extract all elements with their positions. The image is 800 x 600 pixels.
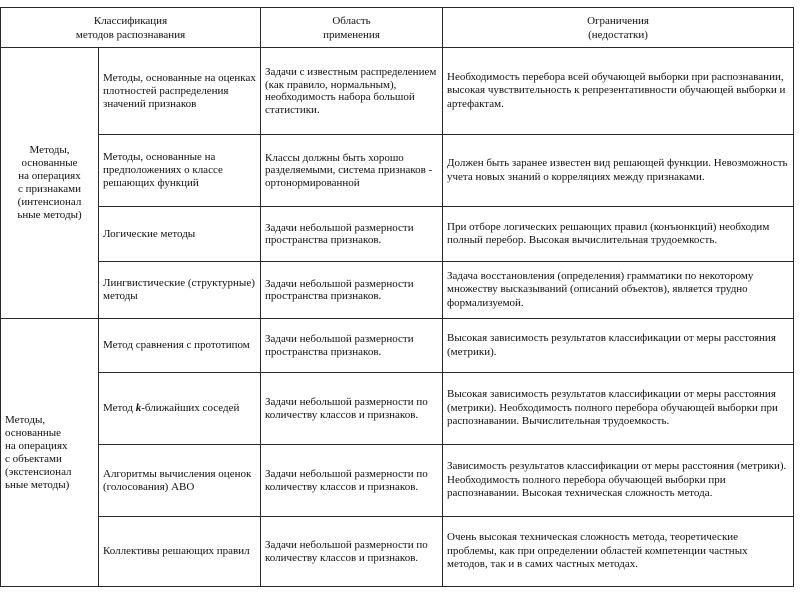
table-row (1, 48, 794, 135)
method-cell: Коллективы решающих правил (99, 517, 261, 587)
area-cell: Классы должны быть хорошо разделяемыми, система признаков - ортонормированной (261, 135, 443, 207)
area-cell: Задачи с известным распределением (как правило, нормальным), необходимость набора большой статистики. (261, 48, 443, 135)
recognition-methods-table (0, 7, 794, 587)
group1-label-line: Методы, (29, 144, 70, 156)
limits-cell: Необходимость перебора всей обучающей выборки при распознавании, высокая чувствительность к репрезентативности обучающей выборки и артефактам. (443, 48, 794, 135)
limits-cell: При отборе логических решающих правил (конъюнкций) необходим полный перебор. Высокая вычислительная трудоемкость. (443, 207, 794, 262)
group2-label-line: Методы, (5, 413, 46, 426)
method-cell: Методы, основанные на предположениях о классе решающих функций (99, 135, 261, 207)
table-header-row (1, 8, 794, 48)
limits-cell: Высокая зависимость результатов классификации от меры расстояния (метрики). (443, 319, 794, 373)
area-cell: Задачи небольшой размерности пространства признаков. (261, 207, 443, 262)
table-row (1, 445, 794, 517)
method-cell: Методы, основанные на оценках плотностей распределения значений признаков (99, 48, 261, 135)
group-label-feature-methods (1, 48, 99, 319)
table-row (1, 135, 794, 207)
group1-label-line: (интенсионал (17, 196, 82, 208)
group2-label-line: основанные (5, 426, 62, 439)
method-cell (99, 373, 261, 445)
group1-label-line: основанные (21, 157, 78, 169)
area-cell: Задачи небольшой размерности пространства признаков. (261, 262, 443, 319)
table-row (1, 319, 794, 373)
limits-cell: Высокая зависимость результатов классификации от меры расстояния (метрики). Необходимость полного перебора обучающей выборки при распознавании. Вычислительная трудоемкость. (443, 373, 794, 445)
method-cell: Лингвистические (структурные) методы (99, 262, 261, 319)
method-cell: Метод сравнения с прототипом (99, 319, 261, 373)
header-limits (443, 8, 794, 48)
limits-cell: Задача восстановления (определения) грамматики по некоторому множеству высказываний (описаний объектов), является трудно формализуемой. (443, 262, 794, 319)
group1-label-line: на операциях (18, 170, 81, 182)
group1-label-line: ьные методы) (17, 209, 82, 221)
area-cell: Задачи небольшой размерности пространства признаков. (261, 319, 443, 373)
area-cell: Задачи небольшой размерности по количеству классов и признаков. (261, 445, 443, 517)
header-limits-line1: Ограничения (587, 14, 649, 27)
method-prefix: Метод (103, 402, 136, 414)
limits-cell: Должен быть заранее известен вид решающей функции. Невозможность учета новых знаний о корреляциях между признаками. (443, 135, 794, 207)
header-classification (1, 8, 261, 48)
area-cell: Задачи небольшой размерности по количеству классов и признаков. (261, 517, 443, 587)
area-cell: Задачи небольшой размерности по количеству классов и признаков. (261, 373, 443, 445)
limits-cell: Зависимость результатов классификации от меры расстояния (метрики). Необходимость полного перебора обучающей выборки при распознавании. Высокая техническая сложность метода. (443, 445, 794, 517)
table-row (1, 207, 794, 262)
method-cell: Алгоритмы вычисления оценок (голосования) АВО (99, 445, 261, 517)
group1-label-line: с признаками (18, 183, 81, 195)
group2-label-line: на операциях (5, 439, 68, 452)
table-row (1, 373, 794, 445)
header-area-line1: Область (332, 14, 371, 27)
k-symbol: k (135, 402, 142, 414)
group2-label-line: (экстенсионал (5, 465, 72, 478)
header-area (261, 8, 443, 48)
group2-label-line: ьные методы) (5, 478, 70, 491)
table-row (1, 262, 794, 319)
method-cell: Логические методы (99, 207, 261, 262)
limits-cell: Очень высокая техническая сложность метода, теоретические проблемы, как при определении областей компетенции частных методов, так и в самих частных методах. (443, 517, 794, 587)
header-limits-line2: (недостатки) (588, 28, 648, 41)
header-classification-line1: Классификация (93, 14, 168, 27)
group-label-object-methods (1, 319, 99, 587)
table-row (1, 517, 794, 587)
header-area-line2: применения (323, 28, 380, 41)
header-classification-line2: методов распознавания (75, 28, 186, 41)
method-suffix: -ближайших соседей (141, 402, 240, 414)
group2-label-line: с объектами (5, 452, 62, 465)
